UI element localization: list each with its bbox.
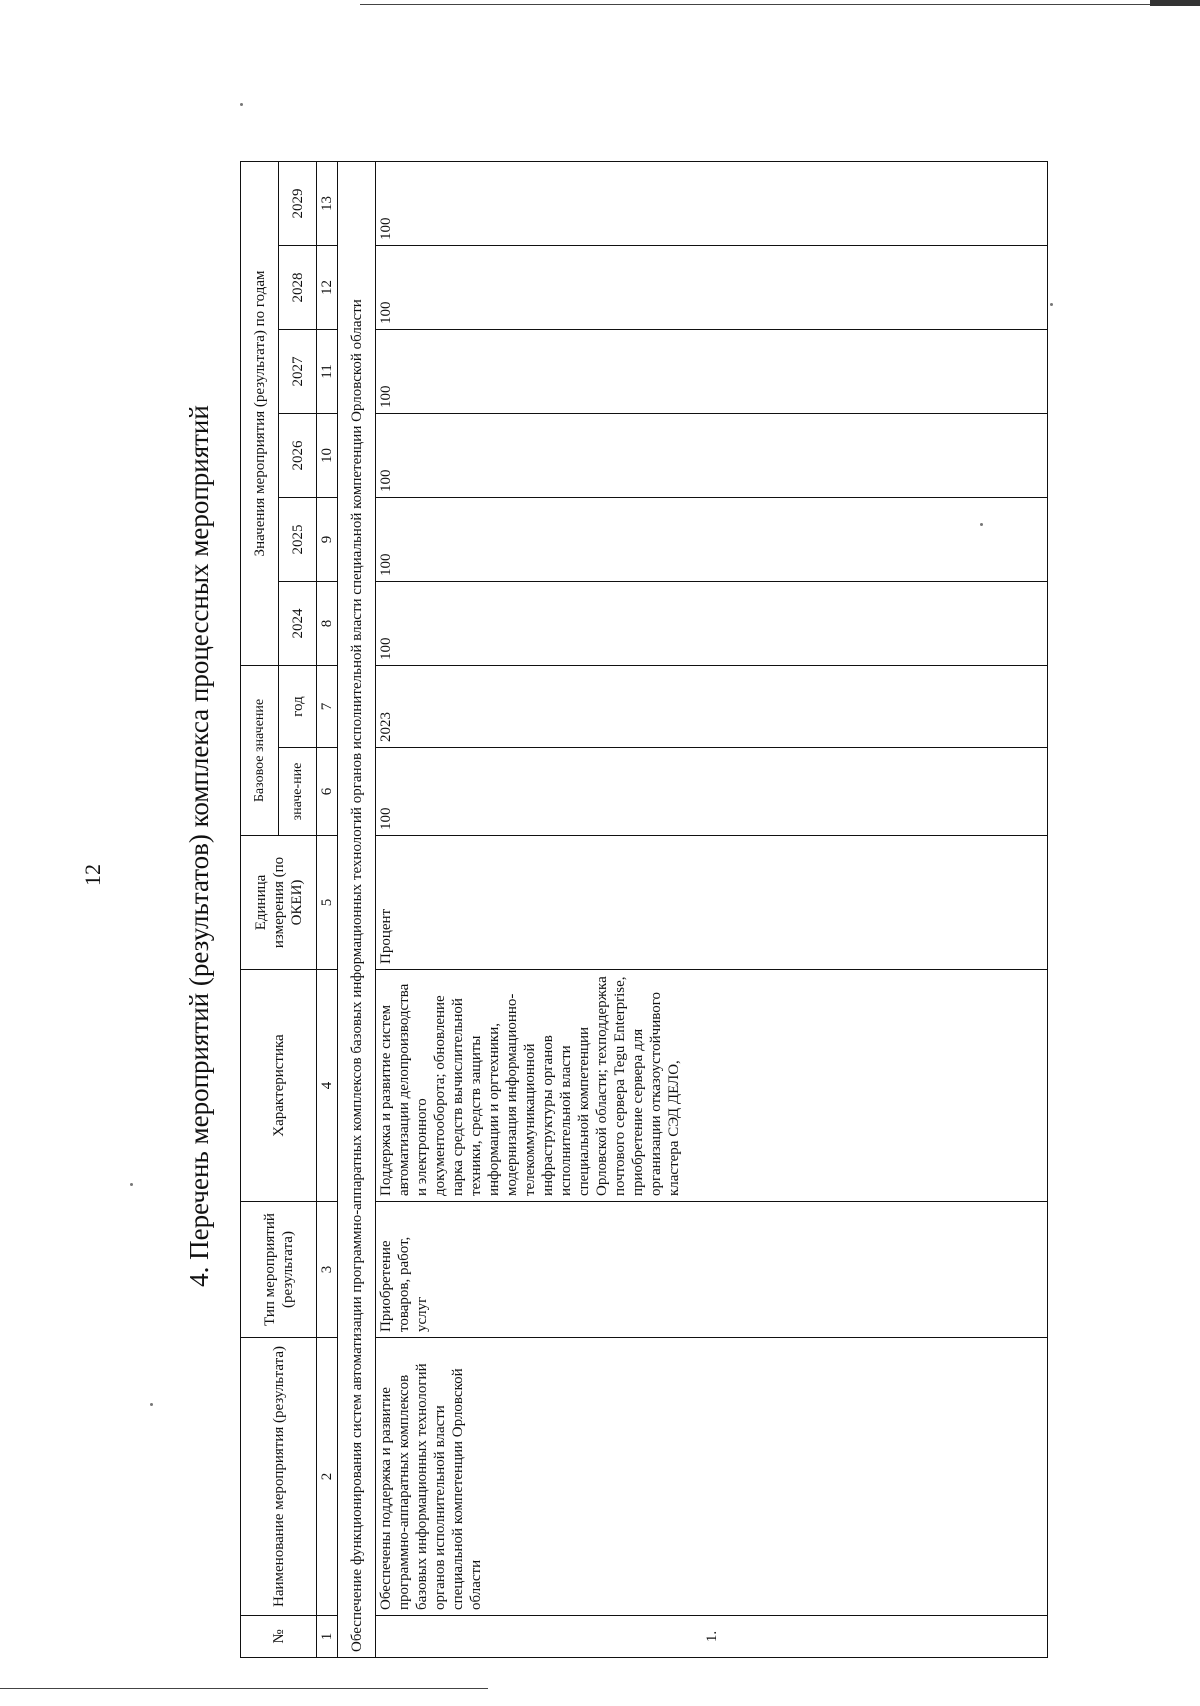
column-number: 8	[317, 581, 338, 665]
header-year: 2029	[279, 161, 317, 245]
row-base-value: 100	[376, 748, 1048, 836]
column-number: 10	[317, 413, 338, 497]
scan-speck	[150, 1403, 153, 1406]
row-num: 1.	[376, 1616, 1048, 1658]
row-value: 100	[376, 497, 1048, 581]
column-number: 12	[317, 245, 338, 329]
scan-speck	[130, 1183, 133, 1186]
column-number: 3	[317, 1202, 338, 1338]
header-type: Тип мероприятий (результата)	[241, 1202, 317, 1338]
header-values-by-year: Значения мероприятия (результата) по годам	[241, 161, 279, 665]
row-type: Приобретение товаров, работ, услуг	[376, 1202, 1048, 1338]
column-number: 2	[317, 1338, 338, 1616]
row-value: 100	[376, 161, 1048, 245]
page-title: 4. Перечень мероприятий (результатов) комплекса процессных мероприятий	[184, 405, 214, 1287]
header-base: Базовое значение	[241, 665, 279, 835]
row-value: 100	[376, 245, 1048, 329]
header-year: 2026	[279, 413, 317, 497]
header-unit: Единица измерения (по ОКЕИ)	[241, 836, 317, 970]
column-number: 9	[317, 497, 338, 581]
row-value: 100	[376, 329, 1048, 413]
header-base-value: значе-ние	[279, 748, 317, 836]
header-year: 2028	[279, 245, 317, 329]
column-number: 6	[317, 748, 338, 836]
header-name: Наименование мероприятия (результата)	[241, 1338, 317, 1616]
column-number: 1	[317, 1616, 338, 1658]
header-num: №	[241, 1616, 317, 1658]
column-number: 4	[317, 970, 338, 1202]
column-number: 13	[317, 161, 338, 245]
header-base-year: год	[279, 665, 317, 747]
column-number: 5	[317, 836, 338, 970]
header-characteristic: Характеристика	[241, 970, 317, 1202]
scan-speck	[1050, 303, 1053, 306]
page-number: 12	[80, 864, 105, 886]
activities-table	[240, 161, 1048, 1658]
row-value: 100	[376, 581, 1048, 665]
row-name: Обеспечены поддержка и развитие программно-аппаратных комплексов базовых информационных технологий органов исполнительной власти специальной компетенции Орловской области	[376, 1338, 1048, 1616]
column-number: 7	[317, 665, 338, 747]
header-year: 2025	[279, 497, 317, 581]
header-year: 2024	[279, 581, 317, 665]
row-characteristic: Поддержка и развитие систем автоматизации делопроизводства и электронного документооборота; обновление парка средств вычислительной техники, средств защиты информации и оргтехники, модернизация информационно-телекоммуникационной инфраструктуры органов исполнительной власти специальной компетенции Орловской области; техподдержка почтового сервера Tegu Enterprise, приобретение сервера для организации отказоустойчивого кластера СЭД ДЕЛО,	[376, 970, 1048, 1202]
row-base-year: 2023	[376, 665, 1048, 747]
row-unit: Процент	[376, 836, 1048, 970]
scan-speck	[980, 523, 983, 526]
section-title: Обеспечение функционирования систем автоматизации программно-аппаратных комплексов базовых информационных технологий органов исполнительной власти специальной компетенции Орловской области	[338, 161, 376, 1657]
column-number: 11	[317, 329, 338, 413]
row-value: 100	[376, 413, 1048, 497]
header-year: 2027	[279, 329, 317, 413]
scan-speck	[240, 103, 243, 106]
